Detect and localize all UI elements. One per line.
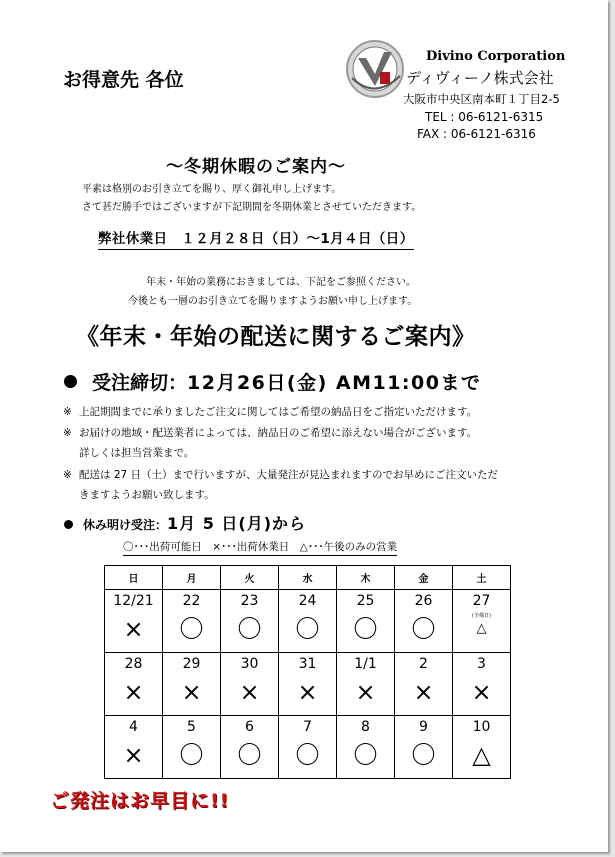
note-3 <box>63 467 498 482</box>
day-number: 22 <box>182 593 201 609</box>
day-number: 10 <box>472 719 491 735</box>
company-fax: FAX : 06-6121-6316 <box>417 127 536 141</box>
greeting-line-1: 平素は格別のお引き立てを賜り、厚く御礼申し上げます。 <box>82 184 342 195</box>
calendar-day <box>453 590 511 653</box>
day-number: 24 <box>298 593 317 609</box>
winter-holiday-title: ～冬期休暇のご案内～ <box>166 157 346 177</box>
day-status: × <box>123 678 144 706</box>
calendar-day <box>163 716 221 779</box>
calendar-day <box>337 653 395 716</box>
calendar-day <box>453 653 511 716</box>
order-resume <box>64 511 306 534</box>
company-tel: TEL : 06-6121-6315 <box>425 110 544 124</box>
weekday-header: 木 <box>337 566 395 590</box>
day-status: △ <box>472 741 491 769</box>
day-status: 〇 <box>237 615 262 643</box>
day-number: 9 <box>419 719 428 735</box>
note-text: 配送は 27 日（土）まで行いますが、大量発注が見込まれますのでお早めにご注文いただ <box>79 469 499 481</box>
calendar-week <box>105 716 511 779</box>
day-number: 29 <box>182 656 201 672</box>
day-status: × <box>181 678 202 706</box>
company-name-ja: ディヴィーノ株式会社 <box>406 69 554 87</box>
calendar-day <box>163 653 221 716</box>
day-number: 5 <box>187 719 196 735</box>
day-status: 〇 <box>237 741 262 769</box>
calendar-day <box>395 653 453 716</box>
calendar-legend: 〇･･･出荷可能日 ×･･･出荷休業日 △･･･午後のみの営業 <box>123 539 397 556</box>
weekday-header: 金 <box>395 566 453 590</box>
calendar-day <box>337 590 395 653</box>
day-status: △ <box>476 621 487 636</box>
day-status: × <box>239 678 260 706</box>
weekday-header: 火 <box>221 566 279 590</box>
note-mark: ※ <box>63 406 72 418</box>
company-logo-icon <box>344 38 406 100</box>
holiday-period: 弊社休業日 １２月２８日（日）～1月４日（日） <box>98 227 414 250</box>
calendar-day <box>105 653 163 716</box>
day-number: 3 <box>477 656 486 672</box>
bullet-icon <box>64 375 77 388</box>
day-number: 1/1 <box>354 656 377 672</box>
day-status: 〇 <box>353 741 378 769</box>
day-number: 12/21 <box>113 593 154 609</box>
note-1 <box>63 404 477 419</box>
day-number: 4 <box>129 719 138 735</box>
calendar-day <box>337 716 395 779</box>
day-number: 6 <box>245 719 254 735</box>
shipping-calendar <box>104 565 511 779</box>
resume-label: 休み明け受注： <box>83 518 168 532</box>
resume-date: 1月 5 日(月)から <box>167 514 307 533</box>
note-2-cont: 詳しくは担当営業まで。 <box>79 447 195 459</box>
greeting-line-2: さて甚だ勝手ではございますが下記期間を冬期休業とさせていただきます。 <box>82 202 422 213</box>
weekday-header: 水 <box>279 566 337 590</box>
deadline-label: 受注締切： <box>92 372 188 394</box>
calendar-day <box>453 716 511 779</box>
recipient-heading: お得意先 各位 <box>63 69 184 91</box>
day-status: 〇 <box>295 741 320 769</box>
note-2 <box>63 425 477 440</box>
yearend-line-1: 年末・年始の業務におきましては、下記をご参照ください。 <box>146 277 416 288</box>
calendar-day <box>221 590 279 653</box>
yearend-line-2: 今後とも一層のお引き立てを賜りますようお願い申し上げます。 <box>128 296 418 307</box>
weekday-header: 日 <box>105 566 163 590</box>
weekday-header: 土 <box>453 566 511 590</box>
day-note: (予備日) <box>472 613 491 619</box>
note-text: 上記期間までに承りましたご注文に関してはご希望の納品日をご指定いただけます。 <box>79 406 478 418</box>
weekday-header-row <box>105 566 511 590</box>
day-status: × <box>297 678 318 706</box>
day-number: 28 <box>124 656 143 672</box>
day-number: 8 <box>361 719 370 735</box>
company-name-en: Divino Corporation <box>426 49 566 64</box>
weekday-header: 月 <box>163 566 221 590</box>
day-status: 〇 <box>179 615 204 643</box>
day-number: 27 <box>472 593 491 609</box>
day-number: 2 <box>419 656 428 672</box>
calendar-day <box>221 653 279 716</box>
calendar-day <box>279 716 337 779</box>
day-status: 〇 <box>295 615 320 643</box>
day-number: 23 <box>240 593 259 609</box>
calendar-day <box>395 590 453 653</box>
day-status: 〇 <box>411 615 436 643</box>
calendar-day <box>105 716 163 779</box>
note-text: お届けの地域・配送業者によっては、納品日のご希望に添えない場合がございます。 <box>79 427 478 439</box>
note-mark: ※ <box>63 469 72 481</box>
calendar-week <box>105 590 511 653</box>
calendar-day <box>279 590 337 653</box>
calendar-day <box>163 590 221 653</box>
day-number: 31 <box>298 656 317 672</box>
order-deadline <box>64 368 481 395</box>
day-status: × <box>413 678 434 706</box>
deadline-date: 12月26日(金) AM11:00まで <box>187 372 482 394</box>
note-3-cont: きますようお願い致します。 <box>79 489 215 501</box>
delivery-title: 《年末・年始の配送に関するご案内》 <box>76 324 476 350</box>
day-status: × <box>471 678 492 706</box>
day-status: 〇 <box>353 615 378 643</box>
day-number: 30 <box>240 656 259 672</box>
note-mark: ※ <box>63 427 72 439</box>
day-status: × <box>355 678 376 706</box>
day-status: × <box>123 615 144 643</box>
calendar-day <box>395 716 453 779</box>
bullet-icon <box>64 520 73 529</box>
closing-message: ご発注はお早目に!! <box>50 790 230 812</box>
company-address: 大阪市中央区南本町１丁目2-5 <box>403 92 560 106</box>
day-status: 〇 <box>179 741 204 769</box>
day-status: × <box>123 741 144 769</box>
calendar-week <box>105 653 511 716</box>
day-number: 26 <box>414 593 433 609</box>
calendar-day <box>221 716 279 779</box>
day-status: 〇 <box>411 741 436 769</box>
day-number: 7 <box>303 719 312 735</box>
calendar-day <box>105 590 163 653</box>
day-number: 25 <box>356 593 375 609</box>
calendar-day <box>279 653 337 716</box>
